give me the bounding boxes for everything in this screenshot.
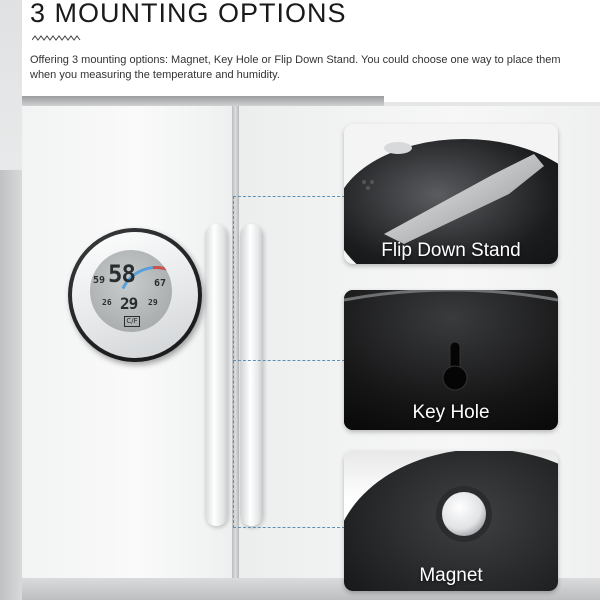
header-shelf bbox=[22, 96, 384, 106]
option-panel-keyhole bbox=[344, 290, 558, 430]
option-panel-stand bbox=[344, 124, 558, 264]
header-panel bbox=[22, 0, 600, 102]
option-label-magnet: Magnet bbox=[419, 565, 483, 586]
connector-stand bbox=[233, 196, 345, 197]
option-label-keyhole: Key Hole bbox=[412, 402, 490, 423]
lcd-right-bottom: 29 bbox=[148, 298, 158, 307]
zigzag-decoration-icon bbox=[32, 34, 82, 42]
fridge-handle-right bbox=[240, 224, 263, 526]
connector-magnet bbox=[233, 527, 345, 528]
connector-vertical bbox=[233, 196, 234, 528]
unit-toggle-button: C/F bbox=[124, 316, 140, 327]
option-label-stand: Flip Down Stand bbox=[381, 240, 521, 261]
thermometer-lcd bbox=[90, 250, 172, 332]
wall-edge bbox=[0, 170, 22, 600]
thermometer-device bbox=[68, 228, 202, 362]
option-panel-magnet bbox=[344, 451, 558, 591]
lcd-humidity: 58 bbox=[108, 260, 135, 288]
lcd-right-reading: 67 bbox=[154, 278, 167, 289]
lcd-left-reading: 59 bbox=[93, 275, 106, 286]
description-text: Offering 3 mounting options: Magnet, Key Hole or Flip Down Stand. You could choose one way to place them when you measuring the temperature and humidity. bbox=[30, 54, 561, 81]
lcd-left-bottom: 26 bbox=[102, 298, 112, 307]
lcd-temperature: 29 bbox=[120, 294, 138, 313]
connector-keyhole bbox=[233, 360, 345, 361]
page-title: 3 MOUNTING OPTIONS bbox=[30, 0, 347, 28]
fridge-handle-left bbox=[205, 224, 228, 526]
